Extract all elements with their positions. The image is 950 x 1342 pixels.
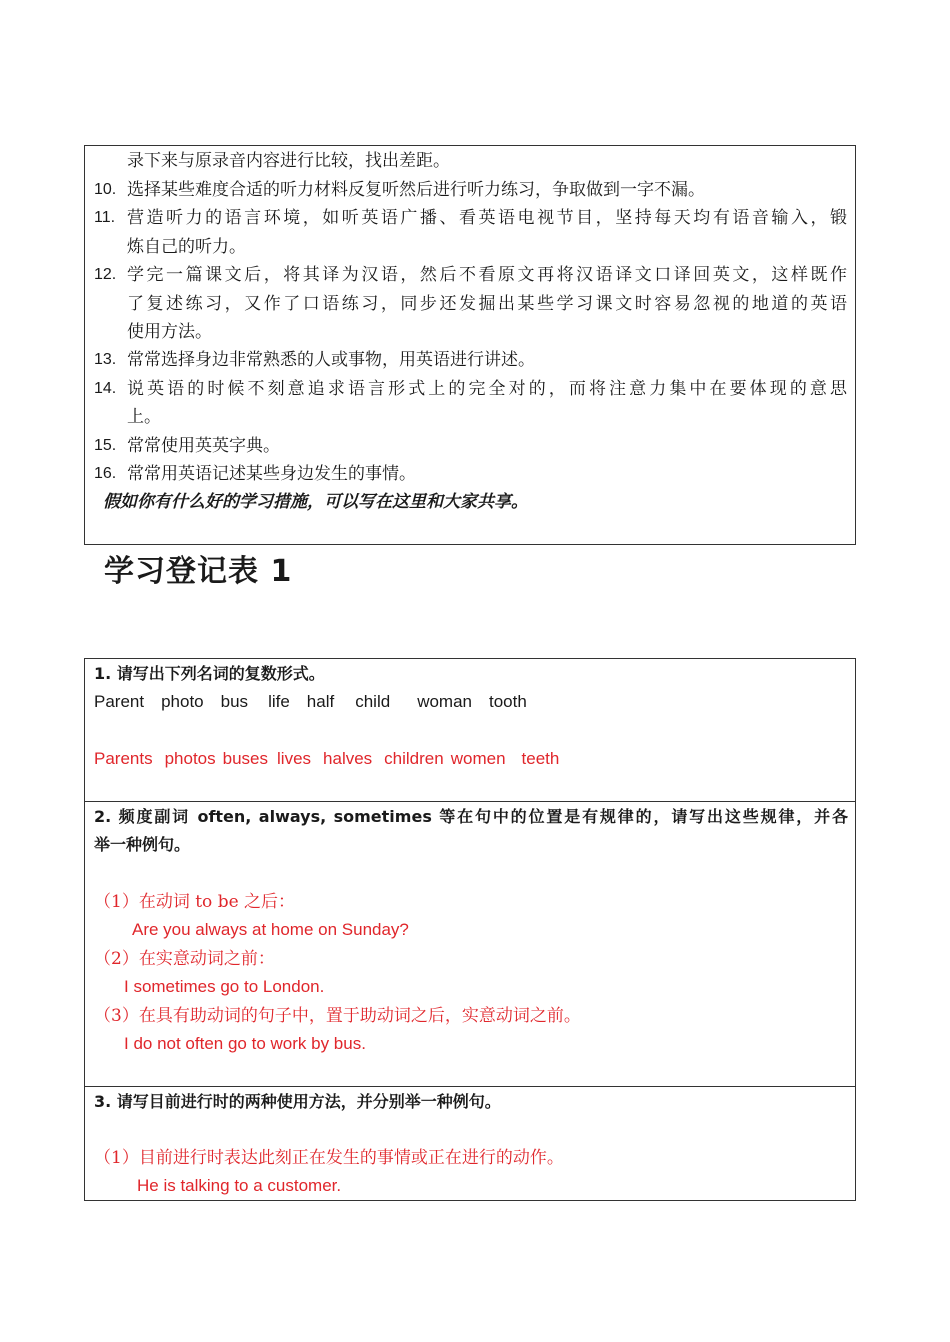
answer-word: children (384, 749, 444, 768)
noun-word: half (306, 692, 335, 711)
tip-item-12-line1: 学完一篇课文后，将其译为汉语，然后不看原文再将汉语译文口译回英文，这样既作 (127, 265, 847, 285)
noun-word: bus (220, 692, 249, 711)
tip-item-13: 常常选择身边非常熟悉的人或事物，用英语进行讲述。 (127, 350, 535, 370)
noun-word: photo (161, 692, 204, 711)
table-row (85, 1087, 856, 1201)
tip-item-15: 常常使用英英字典。 (127, 436, 280, 456)
tip-item-11-line1: 营造听力的语言环境，如听英语广播、看英语电视节目，坚持每天均有语音输入，锻 (127, 208, 847, 228)
question-title: 3. 请写目前进行时的两种使用方法，并分别举一种例句。 (94, 1092, 501, 1111)
rule-example: Are you always at home on Sunday? (132, 920, 409, 939)
item-number: 15. (94, 437, 117, 454)
rule-example: I sometimes go to London. (124, 977, 325, 996)
rule-label: （1）目前进行时表达此刻正在发生的事情或正在进行的动作。 (94, 1148, 564, 1168)
item-number: 11. (94, 209, 116, 226)
answer-word: halves (323, 749, 373, 768)
rule-example: I do not often go to work by bus. (124, 1034, 366, 1053)
answer-list (94, 749, 559, 769)
item-number: 12. (94, 266, 117, 283)
question-title-line2: 举一种例句。 (94, 835, 191, 854)
answer-word: women (450, 749, 506, 768)
answer-word: Parents (94, 749, 153, 768)
answer-word: photos (164, 749, 216, 768)
answer-word: lives (277, 749, 312, 768)
tip-item-10: 选择某些难度合适的听力材料反复听然后进行听力练习，争取做到一字不漏。 (127, 180, 705, 200)
question-title-line1: 2. 频度副词 often, always, sometimes 等在句中的位置是有规律的，请写出这些规律，并各 (94, 807, 848, 826)
answer-word: buses (222, 749, 269, 768)
tip-item-11-line2: 炼自己的听力。 (127, 237, 246, 257)
noun-list (94, 692, 527, 712)
tip-item-16: 常常用英语记述某些身边发生的事情。 (127, 464, 416, 484)
item-number: 10. (94, 181, 117, 198)
tip-item-12-line2: 了复述练习，又作了口语练习，同步还发掘出某些学习课文时容易忽视的地道的英语 (127, 294, 847, 314)
tip-item-14-line2: 上。 (127, 407, 161, 427)
noun-word: life (268, 692, 290, 711)
noun-word: tooth (489, 692, 527, 711)
question-title: 1. 请写出下列名词的复数形式。 (94, 664, 325, 683)
study-register-table (84, 658, 856, 1201)
question-cell-2 (85, 802, 856, 1087)
item-number: 16. (94, 465, 117, 482)
answer-word: teeth (521, 749, 560, 768)
noun-word: child (355, 692, 391, 711)
table-row (85, 659, 856, 802)
rule-label: （3）在具有助动词的句子中，置于助动词之后，实意动词之前。 (94, 1006, 581, 1026)
rule-label: （1）在动词 to be 之后： (94, 892, 296, 912)
item-number: 14. (94, 380, 117, 397)
table-row (85, 802, 856, 1087)
continuation-line: 录下来与原录音内容进行比较，找出差距。 (127, 151, 450, 171)
tip-item-12-line3: 使用方法。 (127, 322, 212, 342)
tip-item-14-line1: 说英语的时候不刻意追求语言形式上的完全对的，而将注意力集中在要体现的意思 (127, 379, 847, 399)
question-cell-1 (85, 659, 856, 802)
item-number: 13. (94, 351, 117, 368)
rule-label: （2）在实意动词之前： (94, 949, 275, 969)
noun-word: woman (417, 692, 472, 711)
noun-word: Parent (94, 692, 145, 711)
tips-box (84, 145, 856, 545)
question-cell-3 (85, 1087, 856, 1201)
rule-example: He is talking to a customer. (137, 1176, 342, 1195)
page-title: 学习登记表 1 (104, 554, 293, 589)
closing-prompt: 假如你有什么好的学习措施，可以写在这里和大家共享。 (103, 492, 528, 512)
